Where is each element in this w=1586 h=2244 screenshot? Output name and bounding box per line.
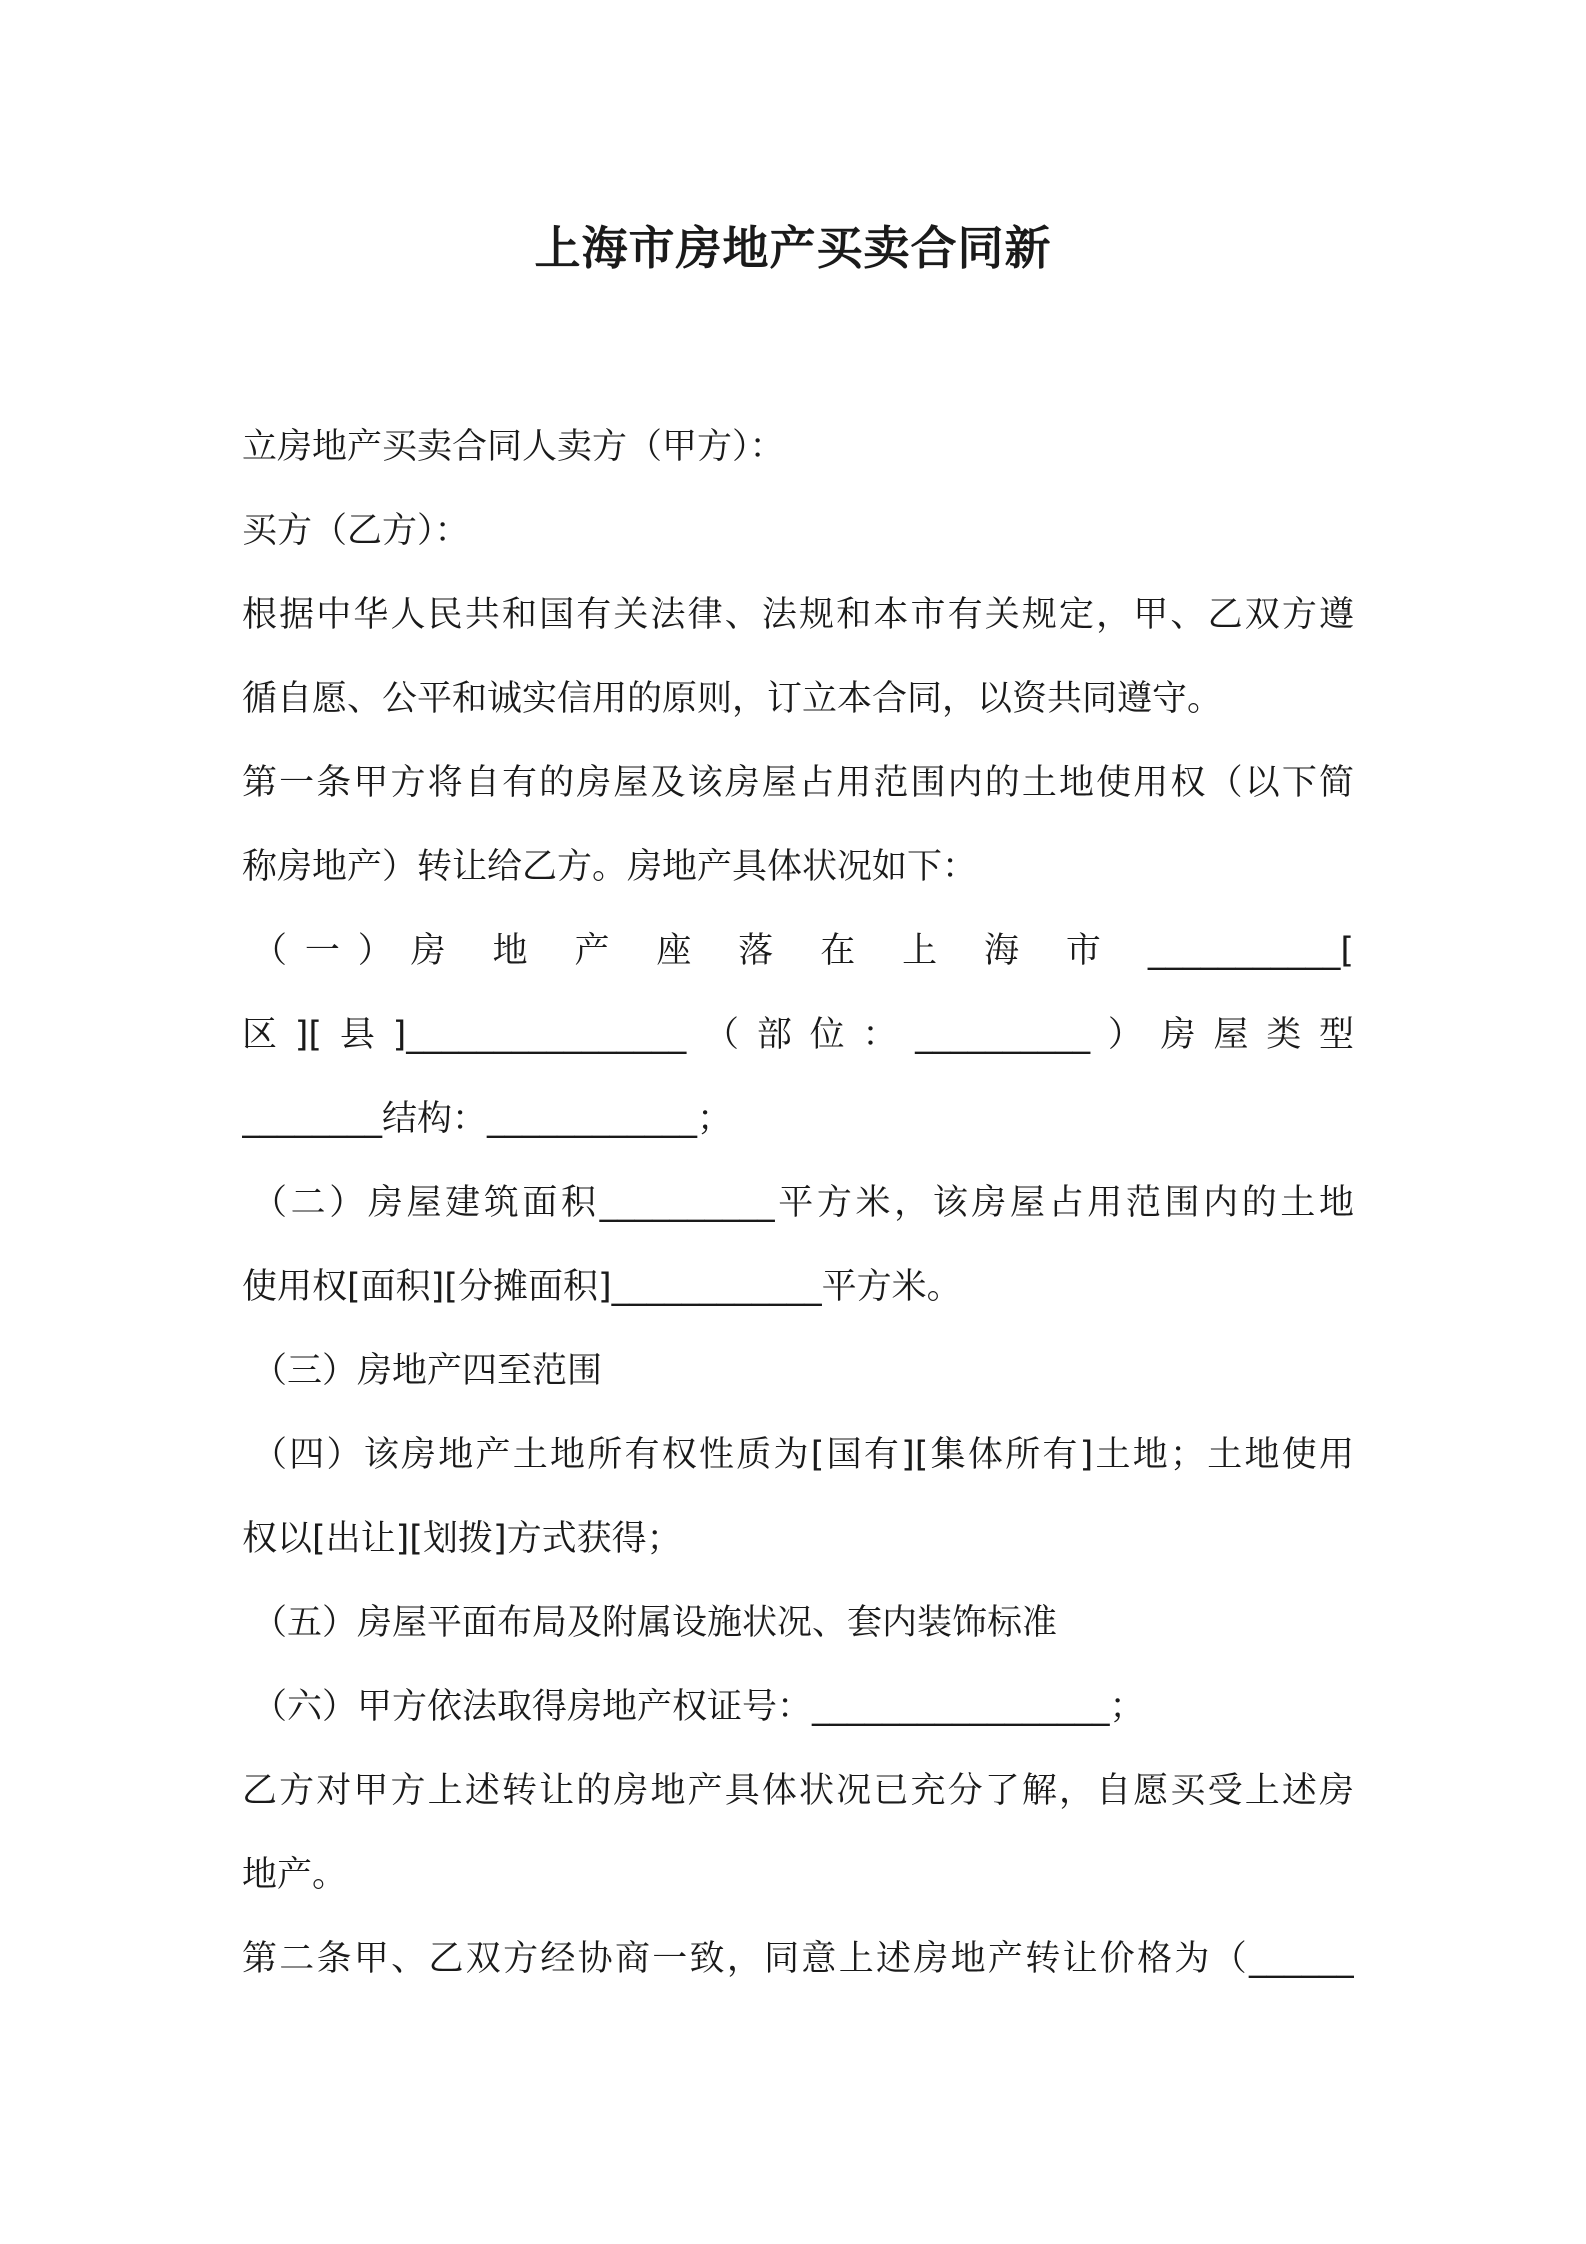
paragraph-line: 根据中华人民共和国有关法律、法规和本市有关规定，甲、乙双方遵 (242, 595, 1354, 635)
paragraph-line: 权以[出让][划拨]方式获得； (242, 1519, 682, 1559)
paragraph-line: （五）房屋平面布局及附属设施状况、套内装饰标准 (252, 1603, 1058, 1643)
document-body (242, 405, 1354, 2001)
paragraph-line: （六）甲方依法取得房地产权证号：_________________； (252, 1687, 1145, 1727)
paragraph-line: 买方（乙方）： (242, 511, 470, 551)
paragraph-line: （二）房屋建筑面积__________平方米，该房屋占用范围内的土地 (252, 1183, 1354, 1223)
paragraph-line: （四）该房地产土地所有权性质为[国有][集体所有]土地；土地使用 (252, 1435, 1354, 1475)
paragraph-line: 地产。 (242, 1855, 348, 1895)
paragraph-line: 乙方对甲方上述转让的房地产具体状况已充分了解，自愿买受上述房 (242, 1771, 1354, 1811)
paragraph-line: （一）房 地 产 座 落 在 上 海 市 ___________[ (252, 931, 1354, 971)
paragraph-line: 第二条甲、乙双方经协商一致，同意上述房地产转让价格为（______ (242, 1939, 1354, 1979)
paragraph-line: 称房地产）转让给乙方。房地产具体状况如下： (242, 847, 978, 887)
paragraph-line: ________结构：____________； (242, 1099, 733, 1139)
paragraph-line: 立房地产买卖合同人卖方（甲方）： (242, 427, 785, 467)
paragraph-line: 第一条甲方将自有的房屋及该房屋占用范围内的土地使用权（以下简 (242, 763, 1354, 803)
document-title: 上海市房地产买卖合同新 (534, 221, 1052, 275)
paragraph-line: （三）房地产四至范围 (252, 1351, 603, 1391)
paragraph-line: 使用权[面积][分摊面积]____________平方米。 (242, 1267, 962, 1307)
paragraph-line: 循自愿、公平和诚实信用的原则，订立本合同，以资共同遵守。 (242, 679, 1223, 719)
paragraph-line: 区][县]________________（部位：__________）房屋类型 (242, 1015, 1354, 1055)
